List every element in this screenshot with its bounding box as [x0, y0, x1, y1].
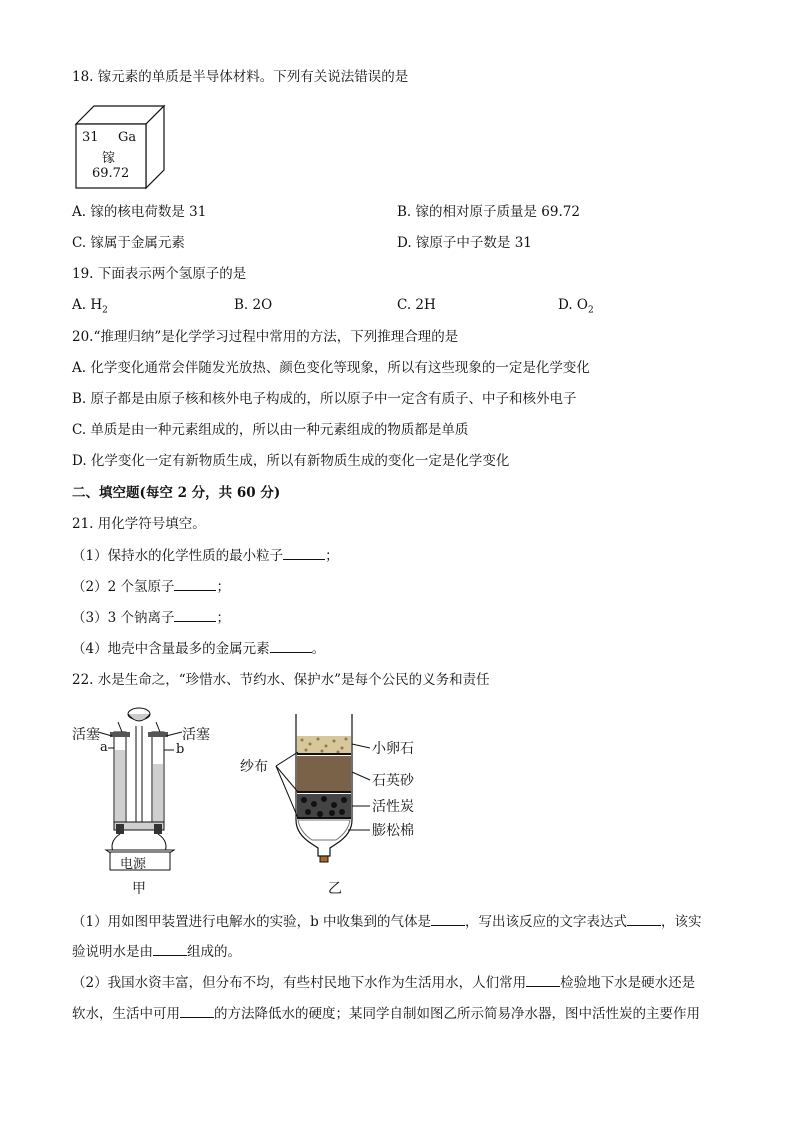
layer-cotton-label: 膨松棉 — [372, 823, 414, 839]
answer-blank[interactable] — [283, 546, 325, 560]
q18-option-b[interactable]: B. 镓的相对原子质量是 69.72 — [397, 204, 580, 220]
q22-part2-text3: 软水，生活中可用 — [72, 1006, 180, 1022]
gauze-label: 纱布 — [240, 759, 268, 775]
answer-blank[interactable] — [431, 912, 465, 926]
q22-stem: 22. 水是生命之，“珍惜水、节约水、保护水”是每个公民的义务和责任 — [72, 672, 490, 688]
answer-blank[interactable] — [174, 577, 216, 591]
q21-item-2 — [72, 577, 230, 596]
element-symbol: Ga — [118, 130, 137, 145]
q19-option-b[interactable]: B. 2O — [234, 297, 273, 313]
q19-option-d[interactable] — [558, 296, 594, 320]
answer-blank[interactable] — [627, 912, 661, 926]
q22-part1-text1: （1）用如图甲装置进行电解水的实验，b 中收集到的气体是 — [72, 914, 432, 930]
q22-part2-text2: 检验地下水是硬水还是 — [560, 975, 696, 991]
q21-item-1-end: ； — [325, 548, 339, 564]
q21-item-2-text: （2）2 个氢原子 — [72, 579, 175, 595]
figure-water-filter — [236, 708, 432, 898]
figure-b-caption: 乙 — [328, 881, 342, 897]
layer-gravel-label: 小卵石 — [372, 741, 414, 757]
q22-part1-text4: 验说明水是由 — [72, 944, 153, 960]
q20-stem: 20.“推理归纳”是化学学习过程中常用的方法，下列推理合理的是 — [72, 329, 459, 345]
q22-part1-text3: ，该实 — [661, 914, 702, 930]
q22-part2-text1: （2）我国水资丰富，但分布不均，有些村民地下水作为生活用水，人们常用 — [72, 975, 527, 991]
q20-option-c[interactable]: C. 单质是由一种元素组成的，所以由一种元素组成的物质都是单质 — [72, 422, 469, 438]
q22-part1-text2: ，写出该反应的文字表达式 — [465, 914, 628, 930]
q18-option-d[interactable]: D. 镓原子中子数是 31 — [397, 235, 532, 251]
q22-part1-text5: 组成的。 — [187, 944, 241, 960]
q20-option-d[interactable]: D. 化学变化一定有新物质生成，所以有新物质生成的变化一定是化学变化 — [72, 453, 510, 469]
power-label: 电源 — [120, 857, 147, 872]
answer-blank[interactable] — [526, 973, 560, 987]
q22-part2-line1 — [72, 973, 695, 992]
q21-item-4-end: 。 — [311, 641, 326, 657]
q22-part2-text4: 的方法降低水的硬度；某同学自制如图乙所示简易净水器，图中活性炭的主要作用 — [214, 1006, 700, 1022]
q21-item-3-text: （3）3 个钠离子 — [72, 610, 175, 626]
q20-option-a[interactable]: A. 化学变化通常会伴随发光放热、颜色变化等现象，所以有这些现象的一定是化学变化 — [72, 360, 590, 376]
q21-item-4 — [72, 639, 325, 658]
answer-blank[interactable] — [270, 639, 312, 653]
q21-stem: 21. 用化学符号填空。 — [72, 516, 206, 532]
valve-left-label: 活塞 — [72, 727, 100, 743]
answer-blank[interactable] — [180, 1004, 214, 1018]
q22-part1-line2 — [72, 942, 241, 961]
q21-item-3 — [72, 608, 230, 627]
layer-sand-label: 石英砂 — [372, 773, 414, 789]
q19-option-a-text: A. H — [72, 297, 103, 313]
element-mass: 69.72 — [92, 166, 130, 181]
figure-a-caption: 甲 — [132, 881, 146, 897]
q19-option-a[interactable] — [72, 296, 108, 320]
tube-a-label: a — [100, 740, 108, 755]
element-number: 31 — [82, 130, 99, 145]
element-name: 镓 — [102, 151, 116, 166]
q18-option-a[interactable]: A. 镓的核电荷数是 31 — [72, 204, 207, 220]
q19-option-d-text: D. O — [558, 297, 588, 313]
q19-option-a-sub: 2 — [102, 305, 108, 316]
q18-option-c[interactable]: C. 镓属于金属元素 — [72, 235, 185, 251]
q22-part1-line1 — [72, 912, 702, 931]
answer-blank[interactable] — [174, 608, 216, 622]
q21-item-1 — [72, 546, 339, 565]
q21-item-1-text: （1）保持水的化学性质的最小粒子 — [72, 548, 284, 564]
figure-electrolysis — [70, 702, 220, 898]
q21-item-3-end: ； — [216, 610, 230, 626]
q22-part2-line2 — [72, 1004, 700, 1023]
section-heading: 二、填空题(每空 2 分，共 60 分) — [72, 485, 281, 501]
valve-right-label: 活塞 — [182, 727, 210, 743]
q19-option-d-sub: 2 — [588, 305, 594, 316]
q21-item-2-end: ； — [216, 579, 230, 595]
q19-option-c[interactable]: C. 2H — [397, 297, 436, 313]
q20-option-b[interactable]: B. 原子都是由原子核和核外电子构成的，所以原子中一定含有质子、中子和核外电子 — [72, 391, 577, 407]
element-card — [74, 104, 170, 190]
tube-b-label: b — [176, 742, 185, 757]
layer-carbon-label: 活性炭 — [372, 799, 414, 815]
answer-blank[interactable] — [153, 942, 187, 956]
q21-item-4-text: （4）地壳中含量最多的金属元素 — [72, 641, 270, 657]
q18-stem: 18. 镓元素的单质是半导体材料。下列有关说法错误的是 — [72, 69, 409, 85]
q19-stem: 19. 下面表示两个氢原子的是 — [72, 266, 247, 282]
